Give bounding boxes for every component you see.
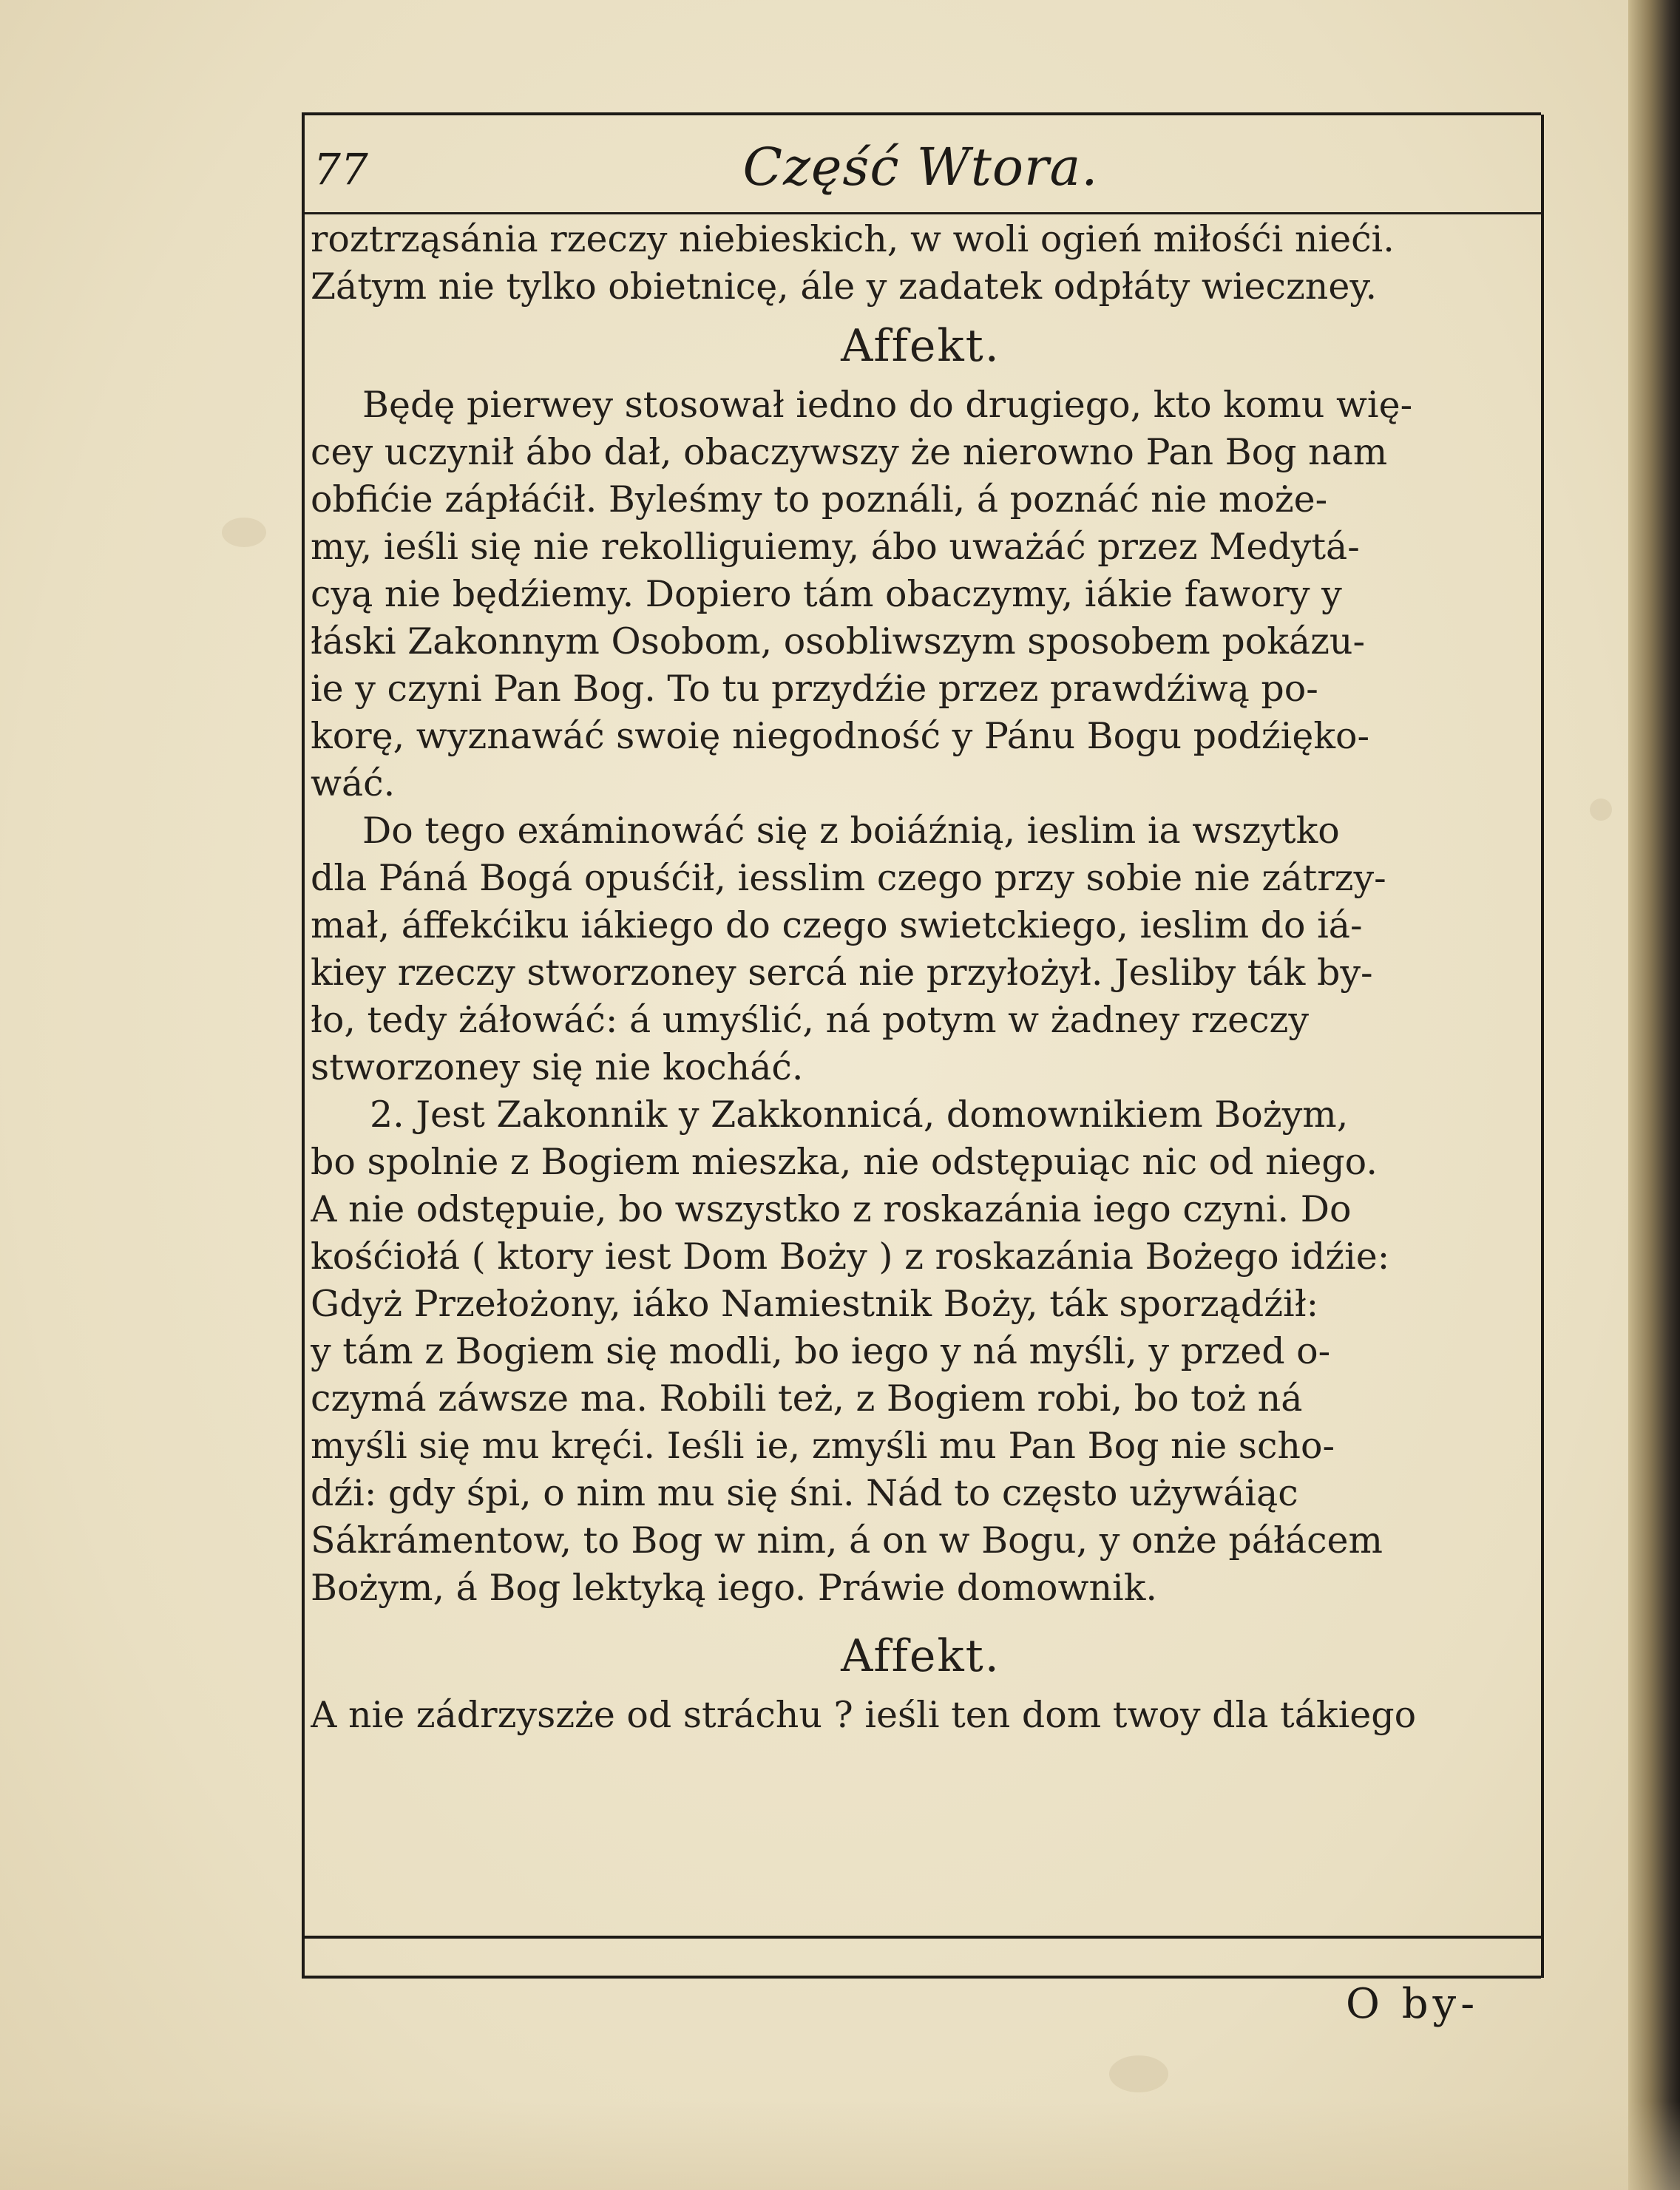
text-line: y tám z Bogiem się modli, bo iego y ná myśli, y przed o-: [311, 1330, 1331, 1372]
text-line: A nie zádrzyszże od stráchu ? ieśli ten dom twoy dla tákiego: [311, 1694, 1417, 1736]
text-line: cyą nie będźiemy. Dopiero tám obaczymy, iákie fawory y: [311, 573, 1342, 615]
paragraph: [311, 1091, 1531, 1612]
foxing-spot: [222, 518, 266, 547]
text-line: korę, wyznawáć swoię niegodność y Pánu Bogu podźięko-: [311, 715, 1370, 757]
text-line: bo spolnie z Bogiem mieszka, nie odstępuiąc nic od niego.: [311, 1141, 1378, 1183]
header-rule: [302, 212, 1541, 214]
text-line: A nie odstępuie, bo wszystko z roskazánia iego czyni. Do: [311, 1188, 1352, 1230]
text-line: kośćiołá ( ktory iest Dom Boży ) z roskazánia Bożego idźie:: [311, 1235, 1390, 1278]
text-line: dźi: gdy śpi, o nim mu się śni. Nád to często używáiąc: [311, 1472, 1298, 1514]
text-line: mał, áffekćiku iákiego do czego swietckiego, ieslim do iá-: [311, 904, 1363, 946]
text-line: czymá záwsze ma. Robili też, z Bogiem robi, bo toż ná: [311, 1377, 1303, 1420]
text-line: stworzoney się nie kocháć.: [311, 1046, 804, 1088]
text-line: Bożym, á Bog lektyką iego. Práwie domownik.: [311, 1567, 1157, 1609]
text-line: obfićie zápłáćił. Byleśmy to poználi, á poznáć nie może-: [311, 478, 1328, 521]
text-line: cey uczynił ábo dał, obaczywszy że nierowno Pan Bog nam: [311, 431, 1388, 473]
foxing-spot: [1109, 2055, 1168, 2092]
bottom-rule-outer: [302, 1976, 1541, 1979]
running-title: Część Wtora.: [742, 137, 1099, 197]
text-line: Będę pierwey stosował iedno do drugiego, kto komu wię-: [362, 384, 1413, 426]
section-heading: Affekt.: [841, 1630, 1000, 1682]
paragraph: [311, 807, 1531, 1091]
text-line: Do tego exáminowáć się z boiáźnią, ieslim ia wszytko: [362, 810, 1340, 852]
text-line: myśli się mu kręći. Ieśli ie, zmyśli mu Pan Bog nie scho-: [311, 1425, 1335, 1467]
catchword: O by-: [1346, 1980, 1480, 2028]
section-heading: Affekt.: [841, 320, 1000, 372]
page-edge-shadow: [0, 2101, 1680, 2190]
top-rule: [302, 112, 1541, 115]
text-line: ło, tedy żáłowáć: á umyślić, ná potym w żadney rzeczy: [311, 999, 1310, 1041]
paragraph: [311, 1692, 1531, 1739]
book-gutter: [1628, 0, 1680, 2190]
page-body: [311, 216, 1531, 1739]
text-line: my, ieśli się nie rekolliguiemy, ábo uważáć przez Medytá-: [311, 526, 1360, 568]
foxing-spot: [1590, 799, 1612, 821]
text-line: wáć.: [311, 762, 396, 804]
page-header: [311, 129, 1531, 211]
text-line: dla Páná Bogá opuśćił, iesslim czego przy sobie nie zátrzy-: [311, 857, 1386, 899]
text-line: ie y czyni Pan Bog. To tu przydźie przez prawdźiwą po-: [311, 668, 1318, 710]
text-line: Gdyż Przełożony, iáko Namiestnik Boży, ták sporządźił:: [311, 1283, 1319, 1325]
bottom-rule: [302, 1936, 1541, 1939]
text-line: łáski Zakonnym Osobom, osobliwszym sposobem pokázu-: [311, 620, 1366, 662]
text-line: Sákrámentow, to Bog w nim, á on w Bogu, y onże páłácem: [311, 1519, 1383, 1562]
text-line: Zátym nie tylko obietnicę, ále y zadatek odpłáty wieczney.: [311, 265, 1378, 308]
text-line: kiey rzeczy stworzoney sercá nie przyłożył. Jesliby ták by-: [311, 952, 1373, 994]
text-line: roztrząsánia rzeczy niebieskich, w woli ogień miłośći nieći.: [311, 218, 1395, 260]
page-number: 77: [314, 144, 368, 194]
paragraph: [311, 216, 1531, 311]
text-line: 2. Jest Zakonnik y Zakkonnicá, domownikiem Bożym,: [370, 1094, 1349, 1136]
paragraph: [311, 382, 1531, 807]
